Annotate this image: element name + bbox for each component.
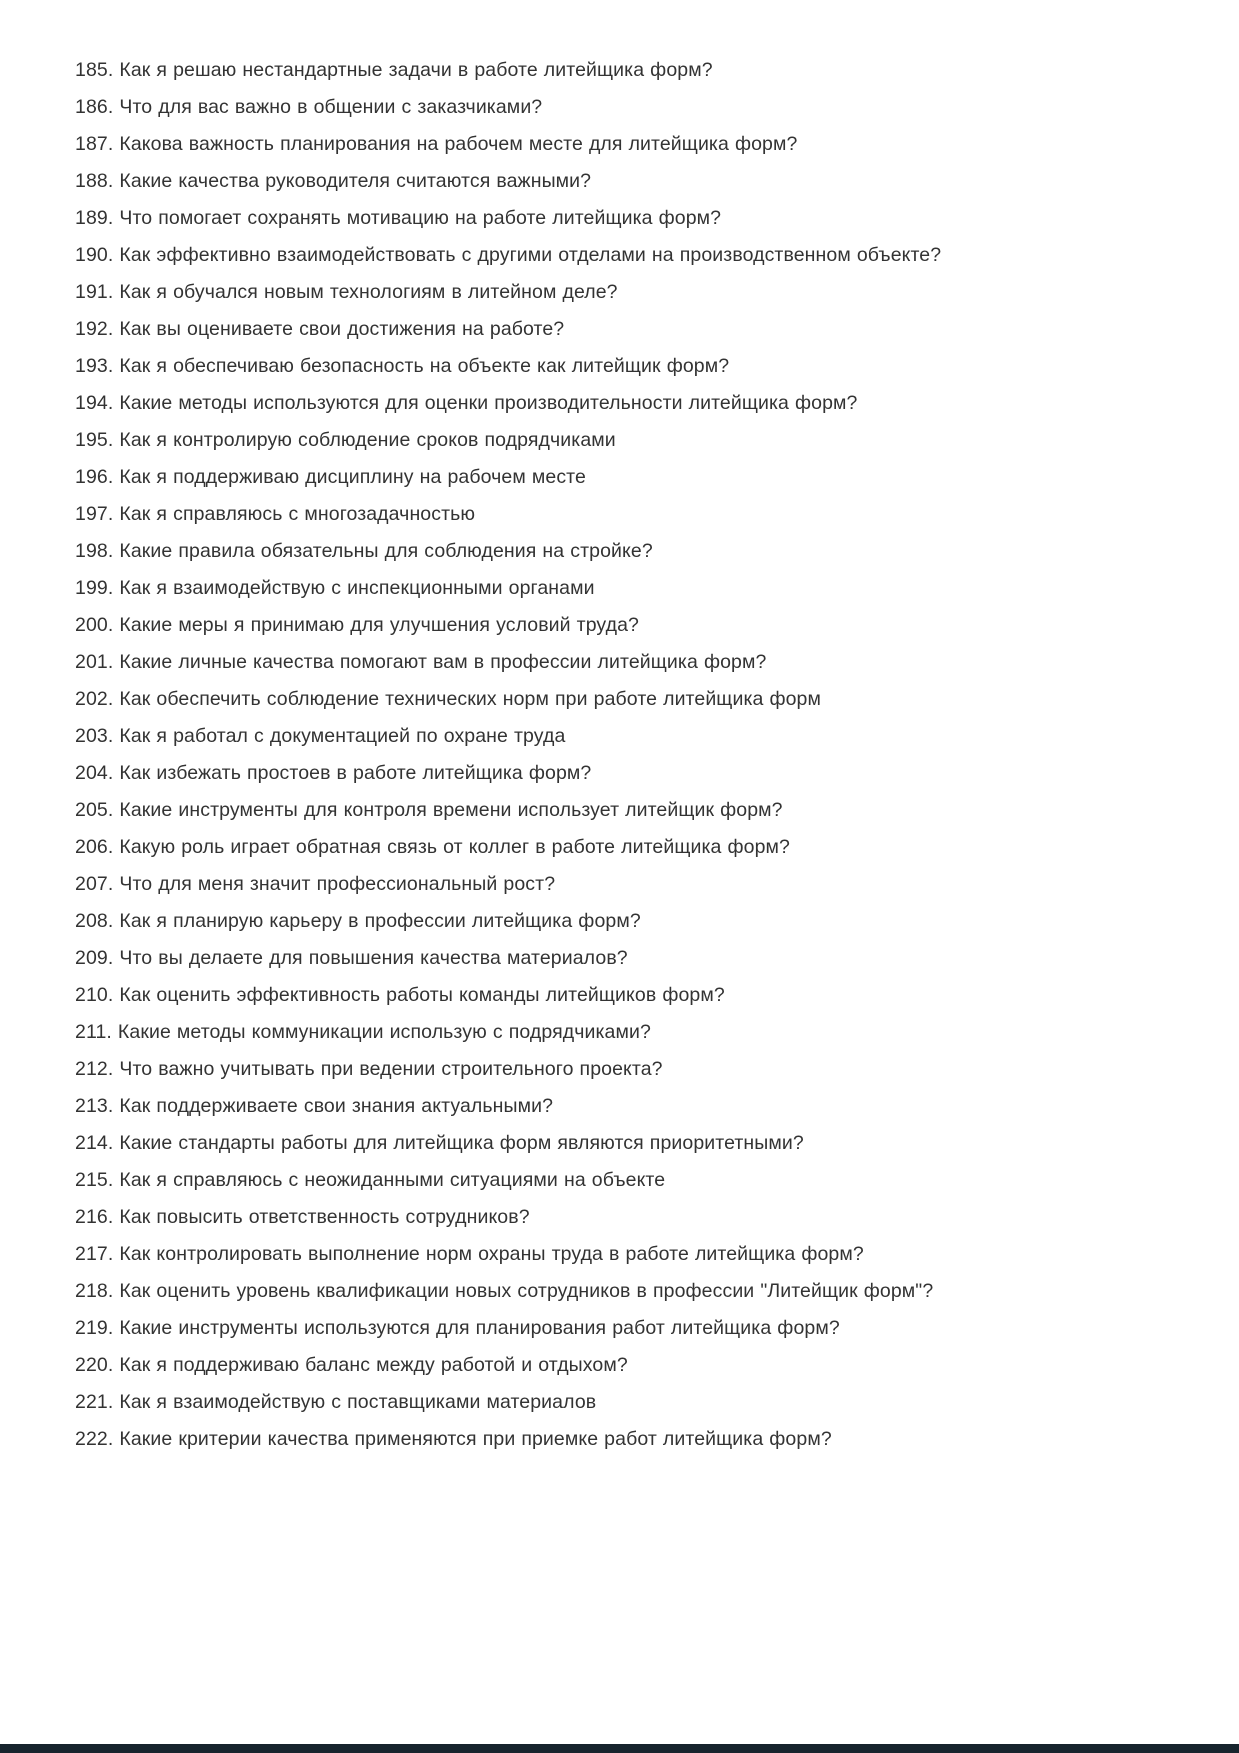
question-item: 195. Как я контролирую соблюдение сроков подрядчиками	[75, 429, 616, 451]
question-item: 197. Как я справляюсь с многозадачностью	[75, 503, 476, 525]
question-item: 204. Как избежать простоев в работе литейщика форм?	[75, 762, 592, 784]
question-item: 207. Что для меня значит профессиональный рост?	[75, 873, 556, 895]
question-item: 217. Как контролировать выполнение норм охраны труда в работе литейщика форм?	[75, 1243, 864, 1265]
question-item: 219. Какие инструменты используются для планирования работ литейщика форм?	[75, 1317, 840, 1339]
question-item: 216. Как повысить ответственность сотрудников?	[75, 1206, 530, 1228]
question-item: 201. Какие личные качества помогают вам в профессии литейщика форм?	[75, 651, 767, 673]
question-item: 185. Как я решаю нестандартные задачи в работе литейщика форм?	[75, 59, 713, 81]
question-item: 189. Что помогает сохранять мотивацию на работе литейщика форм?	[75, 207, 722, 229]
question-item: 208. Как я планирую карьеру в профессии литейщика форм?	[75, 910, 641, 932]
question-item: 199. Как я взаимодействую с инспекционными органами	[75, 577, 595, 599]
bottom-edge-bar	[0, 1744, 1239, 1753]
question-item: 206. Какую роль играет обратная связь от коллег в работе литейщика форм?	[75, 836, 790, 858]
question-item: 188. Какие качества руководителя считаются важными?	[75, 170, 592, 192]
question-item: 210. Как оценить эффективность работы команды литейщиков форм?	[75, 984, 725, 1006]
question-item: 211. Какие методы коммуникации использую с подрядчиками?	[75, 1021, 651, 1043]
question-item: 190. Как эффективно взаимодействовать с другими отделами на производственном объекте?	[75, 244, 942, 266]
question-item: 214. Какие стандарты работы для литейщика форм являются приоритетными?	[75, 1132, 804, 1154]
question-item: 191. Как я обучался новым технологиям в литейном деле?	[75, 281, 618, 303]
question-item: 187. Какова важность планирования на рабочем месте для литейщика форм?	[75, 133, 798, 155]
question-item: 213. Как поддерживаете свои знания актуальными?	[75, 1095, 554, 1117]
question-item: 215. Как я справляюсь с неожиданными ситуациями на объекте	[75, 1169, 666, 1191]
question-item: 220. Как я поддерживаю баланс между работой и отдыхом?	[75, 1354, 628, 1376]
question-item: 218. Как оценить уровень квалификации новых сотрудников в профессии "Литейщик форм"?	[75, 1280, 934, 1302]
question-item: 194. Какие методы используются для оценки производительности литейщика форм?	[75, 392, 858, 414]
question-item: 193. Как я обеспечиваю безопасность на объекте как литейщик форм?	[75, 355, 730, 377]
question-item: 192. Как вы оцениваете свои достижения на работе?	[75, 318, 565, 340]
question-item: 205. Какие инструменты для контроля времени использует литейщик форм?	[75, 799, 783, 821]
question-item: 202. Как обеспечить соблюдение технических норм при работе литейщика форм	[75, 688, 822, 710]
question-item: 222. Какие критерии качества применяются при приемке работ литейщика форм?	[75, 1428, 832, 1450]
question-item: 203. Как я работал с документацией по охране труда	[75, 725, 566, 747]
question-item: 198. Какие правила обязательны для соблюдения на стройке?	[75, 540, 653, 562]
question-list	[75, 52, 1179, 1458]
question-item: 186. Что для вас важно в общении с заказчиками?	[75, 96, 543, 118]
question-item: 196. Как я поддерживаю дисциплину на рабочем месте	[75, 466, 586, 488]
question-item: 209. Что вы делаете для повышения качества материалов?	[75, 947, 628, 969]
question-item: 212. Что важно учитывать при ведении строительного проекта?	[75, 1058, 663, 1080]
question-item: 200. Какие меры я принимаю для улучшения условий труда?	[75, 614, 640, 636]
question-item: 221. Как я взаимодействую с поставщиками материалов	[75, 1391, 597, 1413]
